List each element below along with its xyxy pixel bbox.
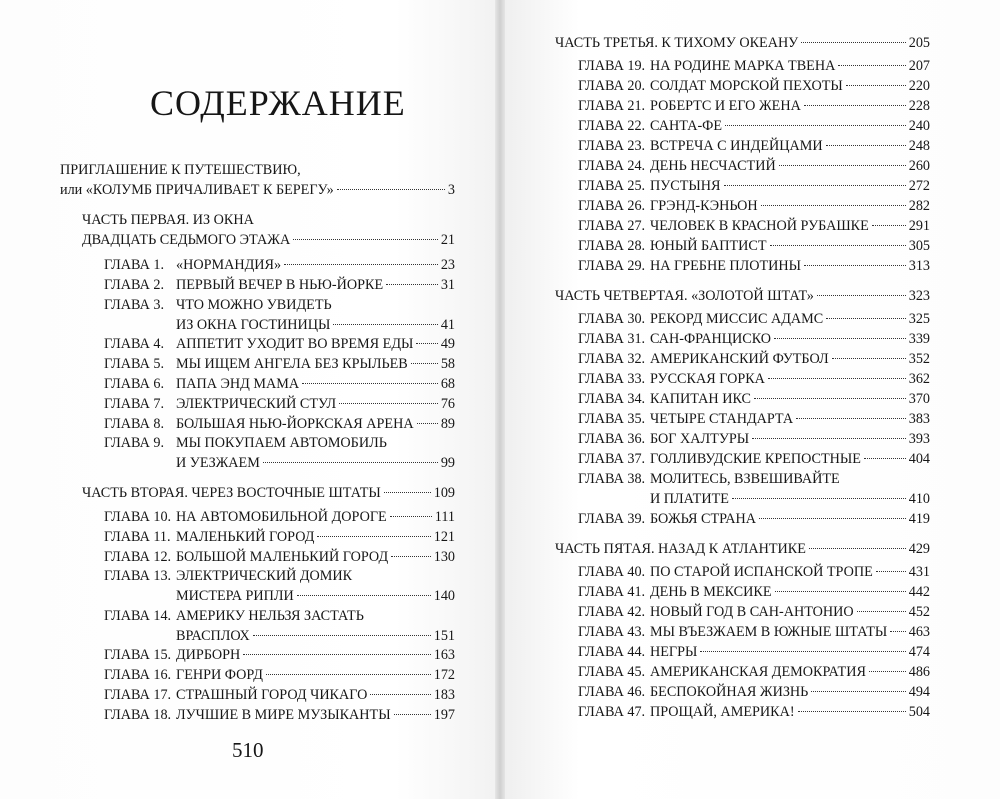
chapter-label: ГЛАВА 30. (578, 311, 646, 327)
chapter-title: АМЕРИКАНСКАЯ ДЕМОКРАТИЯ (650, 664, 866, 680)
toc-chapter-15 (104, 645, 455, 665)
page-number: 163 (433, 647, 455, 663)
toc-intro-subtitle: или «КОЛУМБ ПРИЧАЛИВАЕТ К БЕРЕГУ» (60, 182, 334, 198)
chapter-title: БОЛЬШОЙ МАЛЕНЬКИЙ ГОРОД (176, 549, 389, 565)
dot-leader (391, 556, 431, 557)
page-number: 452 (908, 604, 930, 620)
dot-leader (832, 358, 906, 359)
page-number: 172 (433, 667, 455, 683)
chapter-label: ГЛАВА 25. (578, 178, 646, 194)
chapter-title: БОЖЬЯ СТРАНА (650, 511, 756, 527)
toc-chapter-46 (578, 682, 930, 702)
page-number: 504 (908, 704, 930, 720)
chapter-title: АМЕРИКУ НЕЛЬЗЯ ЗАСТАТЬ (176, 608, 364, 624)
chapter-title: ПО СТАРОЙ ИСПАНСКОЙ ТРОПЕ (650, 564, 873, 580)
chapter-label: ГЛАВА 26. (578, 198, 646, 214)
chapter-title-cont: ВРАСПЛОХ (176, 628, 250, 644)
chapter-label: ГЛАВА 24. (578, 158, 646, 174)
toc-chapter-10 (104, 507, 455, 527)
chapter-title-cont: И УЕЗЖАЕМ (176, 455, 260, 471)
dot-leader (297, 595, 431, 596)
part-title-cont: ДВАДЦАТЬ СЕДЬМОГО ЭТАЖА (82, 232, 291, 248)
chapter-title: ПАПА ЭНД МАМА (176, 376, 300, 392)
dot-leader (752, 438, 906, 439)
chapter-title: «НОРМАНДИЯ» (176, 257, 282, 273)
dot-leader (263, 462, 438, 463)
chapter-label: ГЛАВА 3. (104, 297, 165, 313)
dot-leader (284, 264, 438, 265)
chapter-title: РУССКАЯ ГОРКА (650, 371, 765, 387)
chapter-label: ГЛАВА 14. (104, 608, 172, 624)
dot-leader (817, 295, 906, 296)
chapter-title: НОВЫЙ ГОД В САН-АНТОНИО (650, 604, 854, 620)
dot-leader (809, 548, 906, 549)
page-number: 99 (440, 455, 455, 471)
toc-chapter-12 (104, 547, 455, 567)
chapter-label: ГЛАВА 47. (578, 704, 646, 720)
toc-part3 (555, 33, 930, 53)
toc-chapter-7 (104, 394, 455, 414)
chapter-label: ГЛАВА 37. (578, 451, 646, 467)
dot-leader (333, 324, 437, 325)
chapter-label: ГЛАВА 32. (578, 351, 646, 367)
chapter-title: НА РОДИНЕ МАРКА ТВЕНА (650, 58, 836, 74)
dot-leader (826, 318, 905, 319)
toc-chapter-14 (104, 606, 455, 626)
chapter-label: ГЛАВА 4. (104, 336, 165, 352)
page-number: 463 (908, 624, 930, 640)
chapter-title: ПУСТЫНЯ (650, 178, 721, 194)
toc-chapter-39 (578, 509, 930, 529)
chapter-title-cont: МИСТЕРА РИПЛИ (176, 588, 294, 604)
chapter-title-cont: ИЗ ОКНА ГОСТИНИЦЫ (176, 317, 331, 333)
chapter-title: ДИРБОРН (176, 647, 241, 663)
page-number: 240 (908, 118, 930, 134)
page-number: 121 (433, 529, 455, 545)
chapter-label: ГЛАВА 10. (104, 509, 172, 525)
page-number: 429 (908, 541, 930, 557)
toc-chapter-3 (104, 295, 455, 315)
chapter-title: РЕКОРД МИССИС АДАМС (650, 311, 824, 327)
page-number: 228 (908, 98, 930, 114)
toc-chapter-35 (578, 409, 930, 429)
toc-chapter-8 (104, 414, 455, 434)
toc-chapter-13-cont (176, 586, 455, 606)
dot-leader (759, 518, 906, 519)
toc-chapter-36 (578, 429, 930, 449)
dot-leader (390, 516, 432, 517)
chapter-label: ГЛАВА 29. (578, 258, 646, 274)
chapter-title: ЧТО МОЖНО УВИДЕТЬ (176, 297, 332, 313)
chapter-title: САН-ФРАНЦИСКО (650, 331, 772, 347)
dot-leader (804, 105, 906, 106)
page-number: 362 (908, 371, 930, 387)
chapter-label: ГЛАВА 40. (578, 564, 646, 580)
dot-leader (857, 611, 906, 612)
page-number: 370 (908, 391, 930, 407)
chapter-title: ДЕНЬ В МЕКСИКЕ (650, 584, 772, 600)
left-page (0, 0, 495, 799)
chapter-label: ГЛАВА 19. (578, 58, 646, 74)
toc-chapter-6 (104, 374, 455, 394)
toc-chapter-19 (578, 56, 930, 76)
toc-chapter-4 (104, 334, 455, 354)
dot-leader (770, 245, 906, 246)
toc-part5 (555, 539, 930, 559)
dot-leader (293, 239, 438, 240)
toc-chapter-33 (578, 369, 930, 389)
chapter-title: БЕСПОКОЙНАЯ ЖИЗНЬ (650, 684, 809, 700)
right-page (505, 0, 1000, 799)
chapter-title: ГЕНРИ ФОРД (176, 667, 263, 683)
part-title: ЧАСТЬ ПЕРВАЯ. ИЗ ОКНА (82, 212, 254, 228)
chapter-title: МЫ ПОКУПАЕМ АВТОМОБИЛЬ (176, 435, 387, 451)
page-number: 383 (908, 411, 930, 427)
toc-chapter-37 (578, 449, 930, 469)
page-number: 352 (908, 351, 930, 367)
chapter-label: ГЛАВА 7. (104, 396, 165, 412)
dot-leader (417, 423, 438, 424)
page-number: 68 (440, 376, 455, 392)
page-number: 474 (908, 644, 930, 660)
toc-part2 (82, 483, 455, 503)
page-number: 58 (440, 356, 455, 372)
chapter-label: ГЛАВА 42. (578, 604, 646, 620)
dot-leader (796, 418, 906, 419)
toc-chapter-21 (578, 96, 930, 116)
chapter-title: ЧЕЛОВЕК В КРАСНОЙ РУБАШКЕ (650, 218, 869, 234)
chapter-title: ЭЛЕКТРИЧЕСКИЙ СТУЛ (176, 396, 337, 412)
part-title: ЧАСТЬ ПЯТАЯ. НАЗАД К АТЛАНТИКЕ (555, 541, 806, 557)
page-number: 207 (908, 58, 930, 74)
toc-chapter-11 (104, 527, 455, 547)
page-number: 109 (433, 485, 455, 501)
dot-leader (876, 571, 906, 572)
dot-leader (775, 591, 906, 592)
dot-leader (846, 85, 906, 86)
dot-leader (826, 145, 906, 146)
dot-leader (798, 711, 906, 712)
page-number: 151 (433, 628, 455, 644)
chapter-title: КАПИТАН ИКС (650, 391, 752, 407)
page-number: 305 (908, 238, 930, 254)
chapter-label: ГЛАВА 1. (104, 257, 165, 273)
dot-leader (700, 651, 905, 652)
toc-chapter-38 (578, 469, 930, 489)
toc-chapter-9-cont (176, 453, 455, 473)
chapter-title: БОЛЬШАЯ НЬЮ-ЙОРКСКАЯ АРЕНА (176, 416, 414, 432)
page-number: 183 (433, 687, 455, 703)
chapter-label: ГЛАВА 33. (578, 371, 646, 387)
chapter-title: МАЛЕНЬКИЙ ГОРОД (176, 529, 315, 545)
toc-chapter-20 (578, 76, 930, 96)
page-number: 41 (440, 317, 455, 333)
chapter-label: ГЛАВА 23. (578, 138, 646, 154)
chapter-label: ГЛАВА 46. (578, 684, 646, 700)
toc-chapter-24 (578, 156, 930, 176)
page-title: СОДЕРЖАНИЕ (150, 83, 406, 123)
toc-chapter-13 (104, 566, 455, 586)
chapter-label: ГЛАВА 16. (104, 667, 172, 683)
dot-leader (768, 378, 906, 379)
toc-chapter-40 (578, 562, 930, 582)
chapter-title: ЧЕТЫРЕ СТАНДАРТА (650, 411, 794, 427)
dot-leader (337, 189, 445, 190)
dot-leader (317, 536, 430, 537)
page-number: 140 (433, 588, 455, 604)
toc-chapter-44 (578, 642, 930, 662)
page-number: 21 (440, 232, 455, 248)
dot-leader (302, 383, 438, 384)
chapter-title: МЫ ИЩЕМ АНГЕЛА БЕЗ КРЫЛЬЕВ (176, 356, 408, 372)
chapter-label: ГЛАВА 18. (104, 707, 172, 723)
page-number: 313 (908, 258, 930, 274)
page-number: 197 (433, 707, 455, 723)
toc-chapter-43 (578, 622, 930, 642)
page-number: 111 (434, 509, 455, 525)
toc-chapter-34 (578, 389, 930, 409)
page-number: 272 (908, 178, 930, 194)
toc-chapter-31 (578, 329, 930, 349)
page-number: 31 (440, 277, 455, 293)
chapter-label: ГЛАВА 39. (578, 511, 646, 527)
dot-leader (253, 635, 431, 636)
chapter-label: ГЛАВА 2. (104, 277, 165, 293)
chapter-label: ГЛАВА 12. (104, 549, 172, 565)
toc-chapter-45 (578, 662, 930, 682)
chapter-label: ГЛАВА 44. (578, 644, 646, 660)
chapter-label: ГЛАВА 38. (578, 471, 646, 487)
toc-chapter-26 (578, 196, 930, 216)
dot-leader (774, 338, 906, 339)
chapter-title: САНТА-ФЕ (650, 118, 723, 134)
chapter-title: ПРОЩАЙ, АМЕРИКА! (650, 704, 795, 720)
chapter-label: ГЛАВА 27. (578, 218, 646, 234)
page-number: 494 (908, 684, 930, 700)
toc-intro-line2 (60, 180, 455, 200)
part-title: ЧАСТЬ ЧЕТВЕРТАЯ. «ЗОЛОТОЙ ШТАТ» (555, 288, 814, 304)
toc-chapter-42 (578, 602, 930, 622)
page-number: 3 (447, 182, 455, 198)
page-number: 76 (440, 396, 455, 412)
toc-part1-line2 (82, 230, 455, 250)
dot-leader (384, 492, 431, 493)
toc-chapter-29 (578, 256, 930, 276)
page-number: 282 (908, 198, 930, 214)
page-number: 393 (908, 431, 930, 447)
chapter-title: НЕГРЫ (650, 644, 698, 660)
toc-chapter-2 (104, 275, 455, 295)
page-number: 205 (908, 35, 930, 51)
dot-leader (725, 125, 906, 126)
toc-chapter-17 (104, 685, 455, 705)
chapter-title: ПЕРВЫЙ ВЕЧЕР В НЬЮ-ЙОРКЕ (176, 277, 384, 293)
chapter-label: ГЛАВА 5. (104, 356, 165, 372)
chapter-title: БОГ ХАЛТУРЫ (650, 431, 750, 447)
chapter-title: СТРАШНЫЙ ГОРОД ЧИКАГО (176, 687, 368, 703)
toc-chapter-23 (578, 136, 930, 156)
chapter-label: ГЛАВА 35. (578, 411, 646, 427)
toc-chapter-3-cont (176, 315, 455, 335)
dot-leader (339, 403, 438, 404)
chapter-label: ГЛАВА 41. (578, 584, 646, 600)
chapter-label: ГЛАВА 20. (578, 78, 646, 94)
chapter-title: НА ГРЕБНЕ ПЛОТИНЫ (650, 258, 802, 274)
chapter-title: ЛУЧШИЕ В МИРЕ МУЗЫКАНТЫ (176, 707, 391, 723)
chapter-title: НА АВТОМОБИЛЬНОЙ ДОРОГЕ (176, 509, 387, 525)
chapter-label: ГЛАВА 17. (104, 687, 172, 703)
toc-chapter-16 (104, 665, 455, 685)
chapter-label: ГЛАВА 36. (578, 431, 646, 447)
dot-leader (761, 205, 906, 206)
toc-chapter-9 (104, 433, 455, 453)
page-number: 410 (908, 491, 930, 507)
dot-leader (394, 714, 431, 715)
page-number: 49 (440, 336, 455, 352)
part-title: ЧАСТЬ ВТОРАЯ. ЧЕРЕЗ ВОСТОЧНЫЕ ШТАТЫ (82, 485, 381, 501)
toc-chapter-1 (104, 255, 455, 275)
page-number: 323 (908, 288, 930, 304)
toc-chapter-27 (578, 216, 930, 236)
page-number: 325 (908, 311, 930, 327)
chapter-title: ЮНЫЙ БАПТИСТ (650, 238, 767, 254)
toc-chapter-25 (578, 176, 930, 196)
chapter-title: ЭЛЕКТРИЧЕСКИЙ ДОМИК (176, 568, 353, 584)
chapter-label: ГЛАВА 28. (578, 238, 646, 254)
toc-chapter-32 (578, 349, 930, 369)
toc-chapter-14-cont (176, 626, 455, 646)
dot-leader (804, 265, 906, 266)
page-number: 23 (440, 257, 455, 273)
toc-chapter-38-cont (650, 489, 930, 509)
chapter-title: ВСТРЕЧА С ИНДЕЙЦАМИ (650, 138, 823, 154)
dot-leader (370, 694, 430, 695)
toc-chapter-18 (104, 705, 455, 725)
dot-leader (386, 284, 438, 285)
toc-part1-line1 (82, 210, 455, 230)
part-title: ЧАСТЬ ТРЕТЬЯ. К ТИХОМУ ОКЕАНУ (555, 35, 799, 51)
page-number: 291 (908, 218, 930, 234)
book-gutter (495, 0, 505, 799)
chapter-title: АМЕРИКАНСКИЙ ФУТБОЛ (650, 351, 829, 367)
dot-leader (872, 225, 906, 226)
page-number: 220 (908, 78, 930, 94)
dot-leader (243, 654, 430, 655)
dot-leader (838, 65, 905, 66)
chapter-label: ГЛАВА 11. (104, 529, 171, 545)
toc-part4 (555, 286, 930, 306)
chapter-title: ГОЛЛИВУДСКИЕ КРЕПОСТНЫЕ (650, 451, 861, 467)
dot-leader (724, 185, 906, 186)
chapter-title: МОЛИТЕСЬ, ВЗВЕШИВАЙТЕ (650, 471, 840, 487)
dot-leader (411, 363, 438, 364)
page-number: 431 (908, 564, 930, 580)
dot-leader (869, 671, 906, 672)
chapter-label: ГЛАВА 31. (578, 331, 646, 347)
chapter-label: ГЛАВА 8. (104, 416, 165, 432)
chapter-title: ДЕНЬ НЕСЧАСТИЙ (650, 158, 776, 174)
chapter-label: ГЛАВА 45. (578, 664, 646, 680)
page-number: 404 (908, 451, 930, 467)
chapter-label: ГЛАВА 9. (104, 435, 165, 451)
chapter-label: ГЛАВА 13. (104, 568, 172, 584)
chapter-title: АППЕТИТ УХОДИТ ВО ВРЕМЯ ЕДЫ (176, 336, 414, 352)
chapter-title: ГРЭНД-КЭНЬОН (650, 198, 758, 214)
page-number: 486 (908, 664, 930, 680)
toc-chapter-5 (104, 354, 455, 374)
dot-leader (864, 458, 906, 459)
toc-intro-title: ПРИГЛАШЕНИЕ К ПУТЕШЕСТВИЮ, (60, 162, 301, 178)
page-number: 248 (908, 138, 930, 154)
dot-leader (801, 42, 905, 43)
chapter-title: СОЛДАТ МОРСКОЙ ПЕХОТЫ (650, 78, 843, 94)
dot-leader (779, 165, 906, 166)
page-number: 419 (908, 511, 930, 527)
dot-leader (890, 631, 905, 632)
chapter-label: ГЛАВА 34. (578, 391, 646, 407)
page-number: 89 (440, 416, 455, 432)
folio-page-number: 510 (232, 738, 264, 762)
chapter-title: РОБЕРТС И ЕГО ЖЕНА (650, 98, 801, 114)
page-number: 442 (908, 584, 930, 600)
toc-chapter-28 (578, 236, 930, 256)
page-number: 339 (908, 331, 930, 347)
dot-leader (811, 691, 905, 692)
toc-chapter-47 (578, 702, 930, 722)
page-number: 260 (908, 158, 930, 174)
chapter-label: ГЛАВА 21. (578, 98, 646, 114)
chapter-label: ГЛАВА 43. (578, 624, 646, 640)
chapter-title-cont: И ПЛАТИТЕ (650, 491, 729, 507)
toc-intro-line1 (60, 160, 455, 180)
page-number: 130 (433, 549, 455, 565)
dot-leader (754, 398, 906, 399)
dot-leader (416, 343, 437, 344)
toc-chapter-41 (578, 582, 930, 602)
chapter-label: ГЛАВА 15. (104, 647, 172, 663)
toc-chapter-30 (578, 309, 930, 329)
dot-leader (732, 498, 906, 499)
chapter-title: МЫ ВЪЕЗЖАЕМ В ЮЖНЫЕ ШТАТЫ (650, 624, 888, 640)
chapter-label: ГЛАВА 22. (578, 118, 646, 134)
dot-leader (266, 674, 431, 675)
toc-chapter-22 (578, 116, 930, 136)
chapter-label: ГЛАВА 6. (104, 376, 165, 392)
